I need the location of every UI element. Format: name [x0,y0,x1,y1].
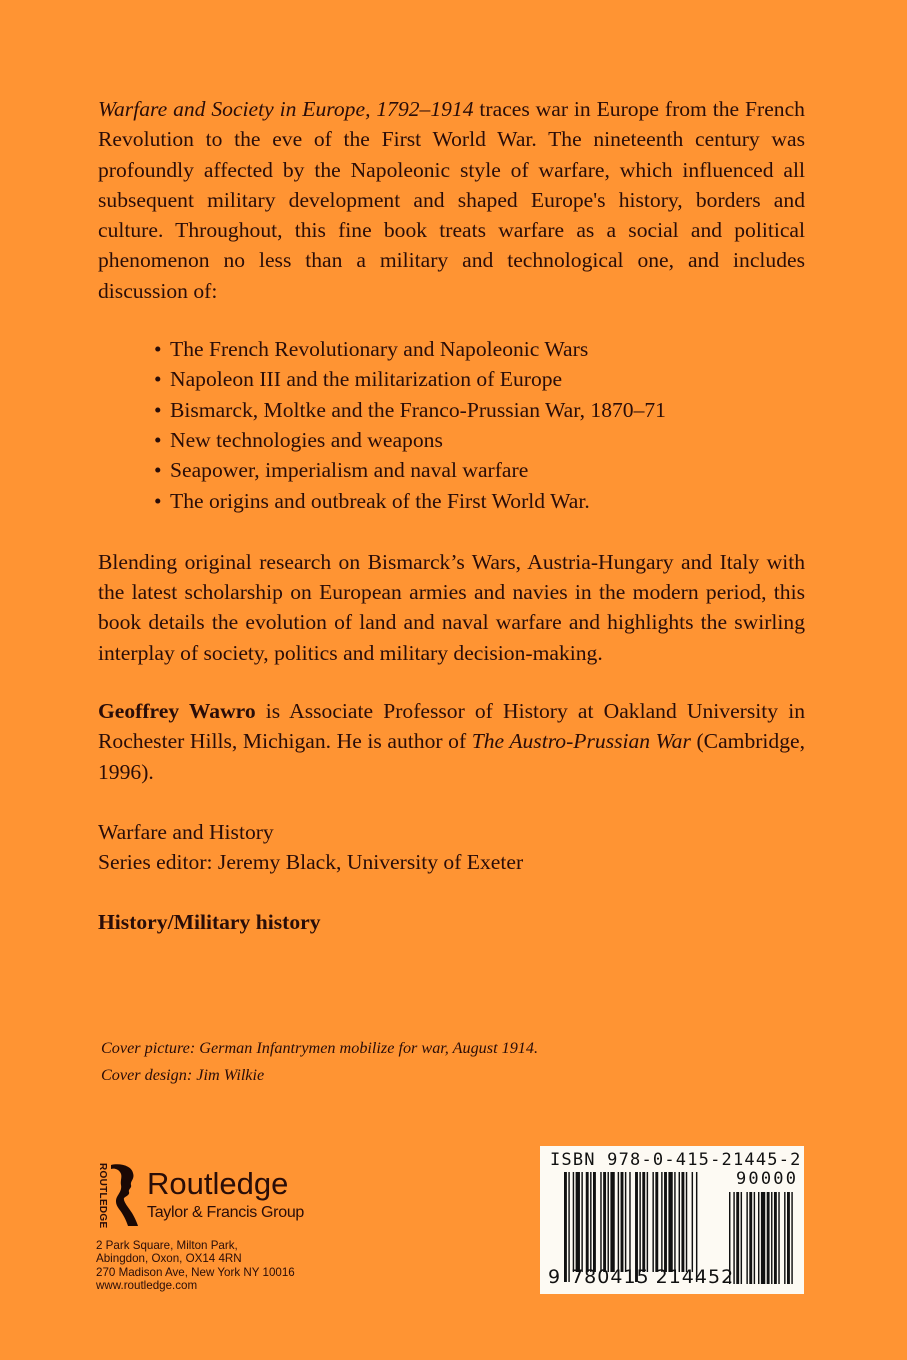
ean-digits [548,1266,734,1288]
ean-group-1: 780415 [571,1266,650,1288]
address-line: Abingdon, Oxon, OX14 4RN [96,1252,242,1266]
barcode-bar [655,1172,658,1272]
cover-picture-credit: Cover picture: German Infantrymen mobilize for war, August 1914. [101,1039,539,1057]
book-title: Warfare and Society in Europe, 1792–1914 [98,97,474,121]
barcode-bar [771,1192,772,1284]
barcode-bar [664,1172,667,1272]
barcode-bar [761,1192,765,1284]
barcode-bar [608,1172,609,1272]
barcode-bar [778,1192,779,1284]
barcode-bar [668,1172,672,1272]
publisher-address [96,1239,304,1293]
barcode-bar [686,1172,687,1272]
topic-item: • The origins and outbreak of the First World War. [154,486,805,516]
barcode-bar [618,1172,619,1272]
barcode-bar [621,1172,624,1272]
barcode-bar [586,1172,589,1272]
isbn-barcode [540,1146,804,1294]
barcode-bar [774,1192,777,1284]
author-text-end: (Cambridge, 1996). [98,729,806,784]
barcode-bar [681,1172,684,1272]
series-editor: Series editor: Jeremy Black, University of Exeter [98,850,524,875]
isbn-text: ISBN 978-0-415-21445-2 [550,1150,802,1170]
barcode-bar [661,1172,662,1272]
topic-item: • Napoleon III and the militarization of Europe [154,364,805,394]
author-bio [98,696,805,787]
barcode-bar [652,1172,653,1272]
barcode-bar [692,1172,693,1272]
publisher-group: Taylor & Francis Group [147,1204,305,1221]
barcode-bar [647,1172,648,1272]
barcode-bar [749,1192,752,1284]
barcode-bar [576,1172,580,1272]
barcode-bar [674,1172,675,1272]
address-line: 2 Park Square, Milton Park, [96,1239,238,1252]
cover-design-credit: Cover design: Jim Wilkie [101,1066,265,1084]
barcode-bar [573,1172,574,1272]
series-info [98,817,805,878]
barcode-bar [642,1172,645,1272]
publisher-wordmark [147,1163,304,1222]
barcode-bar [758,1192,759,1284]
back-cover-text [98,94,805,937]
barcode-bar [639,1172,640,1272]
barcode-bar [581,1172,582,1272]
publisher-vertical-label: ROUTLEDGE [97,1163,108,1229]
subject-category: History/Military history [98,909,321,934]
intro-text: traces war in Europe from the French Revolution to the eve of the First World War. The nineteenth century was profoundly affected by the Napoleonic style of warfare, which influenced all subsequent military development and shaped Europe's history, borders and culture. Throughout, this fine book treats warfare as a social and political phenomenon no less than a military and technological one, and includes discussion of: [98,97,805,303]
blending-paragraph: Blending original research on Bismarck’s Wars, Austria-Hungary and Italy with the latest scholarship on European armies and navies in the modern period, this book details the evolution of land and naval warfare and highlights the swirling interplay of society, politics and military decision-making. [98,549,805,665]
barcode-bar [590,1172,591,1272]
topic-item: • The French Revolutionary and Napoleonic Wars [154,334,805,364]
publisher-logo [96,1163,304,1227]
barcode-bar [610,1172,614,1272]
barcode-bar [600,1172,601,1272]
barcode-bar [746,1192,747,1284]
barcode-bar [754,1192,755,1284]
author-book-title: The Austro-Prussian War [471,729,691,754]
series-name: Warfare and History [98,819,274,844]
publisher-name: Routledge [147,1166,289,1201]
author-name: Geoffrey Wawro [98,699,256,724]
ean-group-2: 214452 [655,1266,735,1288]
intro-paragraph [98,94,805,306]
barcode-bar [603,1172,606,1272]
cover-credits [101,1035,538,1089]
barcode-bar [736,1192,739,1284]
barcode-bar [625,1172,626,1272]
topic-item: • Bismarck, Moltke and the Franco-Prussian War, 1870–71 [154,395,805,425]
topics-list [154,334,805,516]
ean-lead-digit: 9 [548,1266,562,1288]
barcode-bar [787,1192,790,1284]
publisher-website: www.routledge.com [96,1279,198,1293]
barcode-bar [791,1192,792,1284]
barcode-bar [741,1192,742,1284]
routledge-profile-r-icon [109,1163,139,1227]
barcode-bar [784,1192,785,1284]
price-code: 90000 [736,1169,799,1189]
barcode-bar [679,1172,680,1272]
author-text: is Associate Professor of History at Oakland University in Rochester Hills, Michigan. He is author of [98,699,805,754]
barcode-bar [767,1192,770,1284]
address-line: 270 Madison Ave, New York NY 10016 [96,1265,295,1279]
barcode-bar [593,1172,596,1272]
topic-item: • Seapower, imperialism and naval warfare [154,455,805,485]
topic-item: • New technologies and weapons [154,425,805,455]
publisher-block [96,1163,304,1293]
